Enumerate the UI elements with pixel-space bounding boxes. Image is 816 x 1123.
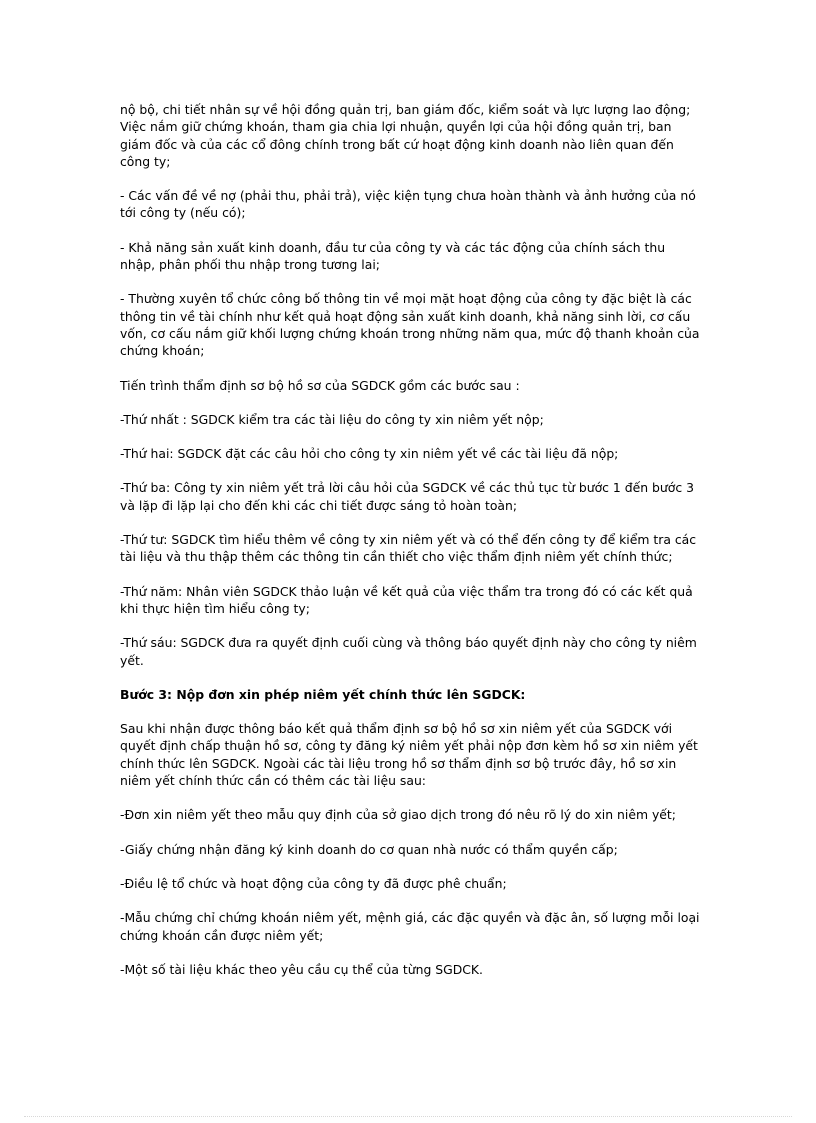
list-item: -Một số tài liệu khác theo yêu cầu cụ thể của từng SGDCK.	[120, 961, 483, 977]
list-item: -Thứ sáu: SGDCK đưa ra quyết định cuối cùng và thông báo quyết định này cho công ty niêm yết.	[120, 635, 697, 668]
list-item: -Thứ năm: Nhân viên SGDCK thảo luận về kết quả của việc thẩm tra trong đó có các kết quả khi thực hiện tìm hiểu công ty;	[120, 583, 693, 616]
paragraph: - Khả năng sản xuất kinh doanh, đầu tư của công ty và các tác động của chính sách thu nhập, phân phối thu nhập trong tương lai;	[120, 239, 666, 273]
document-page	[120, 101, 700, 995]
paragraph: Sau khi nhận được thông báo kết quả thẩm định sơ bộ hồ sơ xin niêm yết của SGDCK với quyết định chấp thuận hồ sơ, công ty đăng ký niêm yết phải nộp đơn kèm hồ sơ xin niêm yết chính thức lên SGDCK. Ngoài các tài liệu trong hồ sơ thẩm định sơ bộ trước đây, hồ sơ xin niêm yết chính thức cần có thêm các tài liệu sau:	[120, 721, 698, 789]
paragraph: - Thường xuyên tổ chức công bố thông tin về mọi mặt hoạt động của công ty đặc biệt là các thông tin về tài chính như kết quả hoạt động sản xuất kinh doanh, khả năng sinh lời, cơ cấu vốn, cơ cấu nắm giữ khối lượng chứng khoán trong những năm qua, mức độ thanh khoản của chứng khoán;	[120, 291, 700, 359]
list-item: -Giấy chứng nhận đăng ký kinh doanh do cơ quan nhà nước có thẩm quyền cấp;	[120, 841, 618, 857]
list-item: -Mẫu chứng chỉ chứng khoán niêm yết, mệnh giá, các đặc quyền và đặc ân, số lượng mỗi loại chứng khoán cần được niêm yết;	[120, 910, 700, 943]
list-item: -Thứ ba: Công ty xin niêm yết trả lời câu hỏi của SGDCK về các thủ tục từ bước 1 đến bước 3 và lặp đi lặp lại cho đến khi các chi tiết được sáng tỏ hoàn toàn;	[120, 480, 694, 513]
section-heading: Bước 3: Nộp đơn xin phép niêm yết chính thức lên SGDCK:	[120, 686, 526, 702]
paragraph: - Các vấn đề về nợ (phải thu, phải trả), việc kiện tụng chưa hoàn thành và ảnh hưởng của nó tới công ty (nếu có);	[120, 188, 696, 221]
list-item: -Đơn xin niêm yết theo mẫu quy định của sở giao dịch trong đó nêu rõ lý do xin niêm yết;	[120, 807, 676, 823]
paragraph: nộ bộ, chi tiết nhân sự về hội đồng quản trị, ban giám đốc, kiểm soát và lực lượng lao động; Việc nắm giữ chứng khoán, tham gia chia lợi nhuận, quyền lợi của hội đồng quản trị, ban giám đốc và của các cổ đông chính trong bất cứ hoạt động kinh doanh nào liên quan đến công ty;	[120, 102, 691, 169]
paragraph: Tiến trình thẩm định sơ bộ hồ sơ của SGDCK gồm các bước sau :	[120, 377, 520, 393]
list-item: -Thứ nhất : SGDCK kiểm tra các tài liệu do công ty xin niêm yết nộp;	[120, 411, 544, 427]
list-item: -Thứ tư: SGDCK tìm hiểu thêm về công ty xin niêm yết và có thể đến công ty để kiểm tra các tài liệu và thu thập thêm các thông tin cần thiết cho việc thẩm định niêm yết chính thức;	[120, 532, 697, 565]
list-item: -Thứ hai: SGDCK đặt các câu hỏi cho công ty xin niêm yết về các tài liệu đã nộp;	[120, 446, 619, 462]
list-item: -Điều lệ tổ chức và hoạt động của công ty đã được phê chuẩn;	[120, 875, 507, 891]
page-bottom-divider	[24, 1116, 792, 1117]
